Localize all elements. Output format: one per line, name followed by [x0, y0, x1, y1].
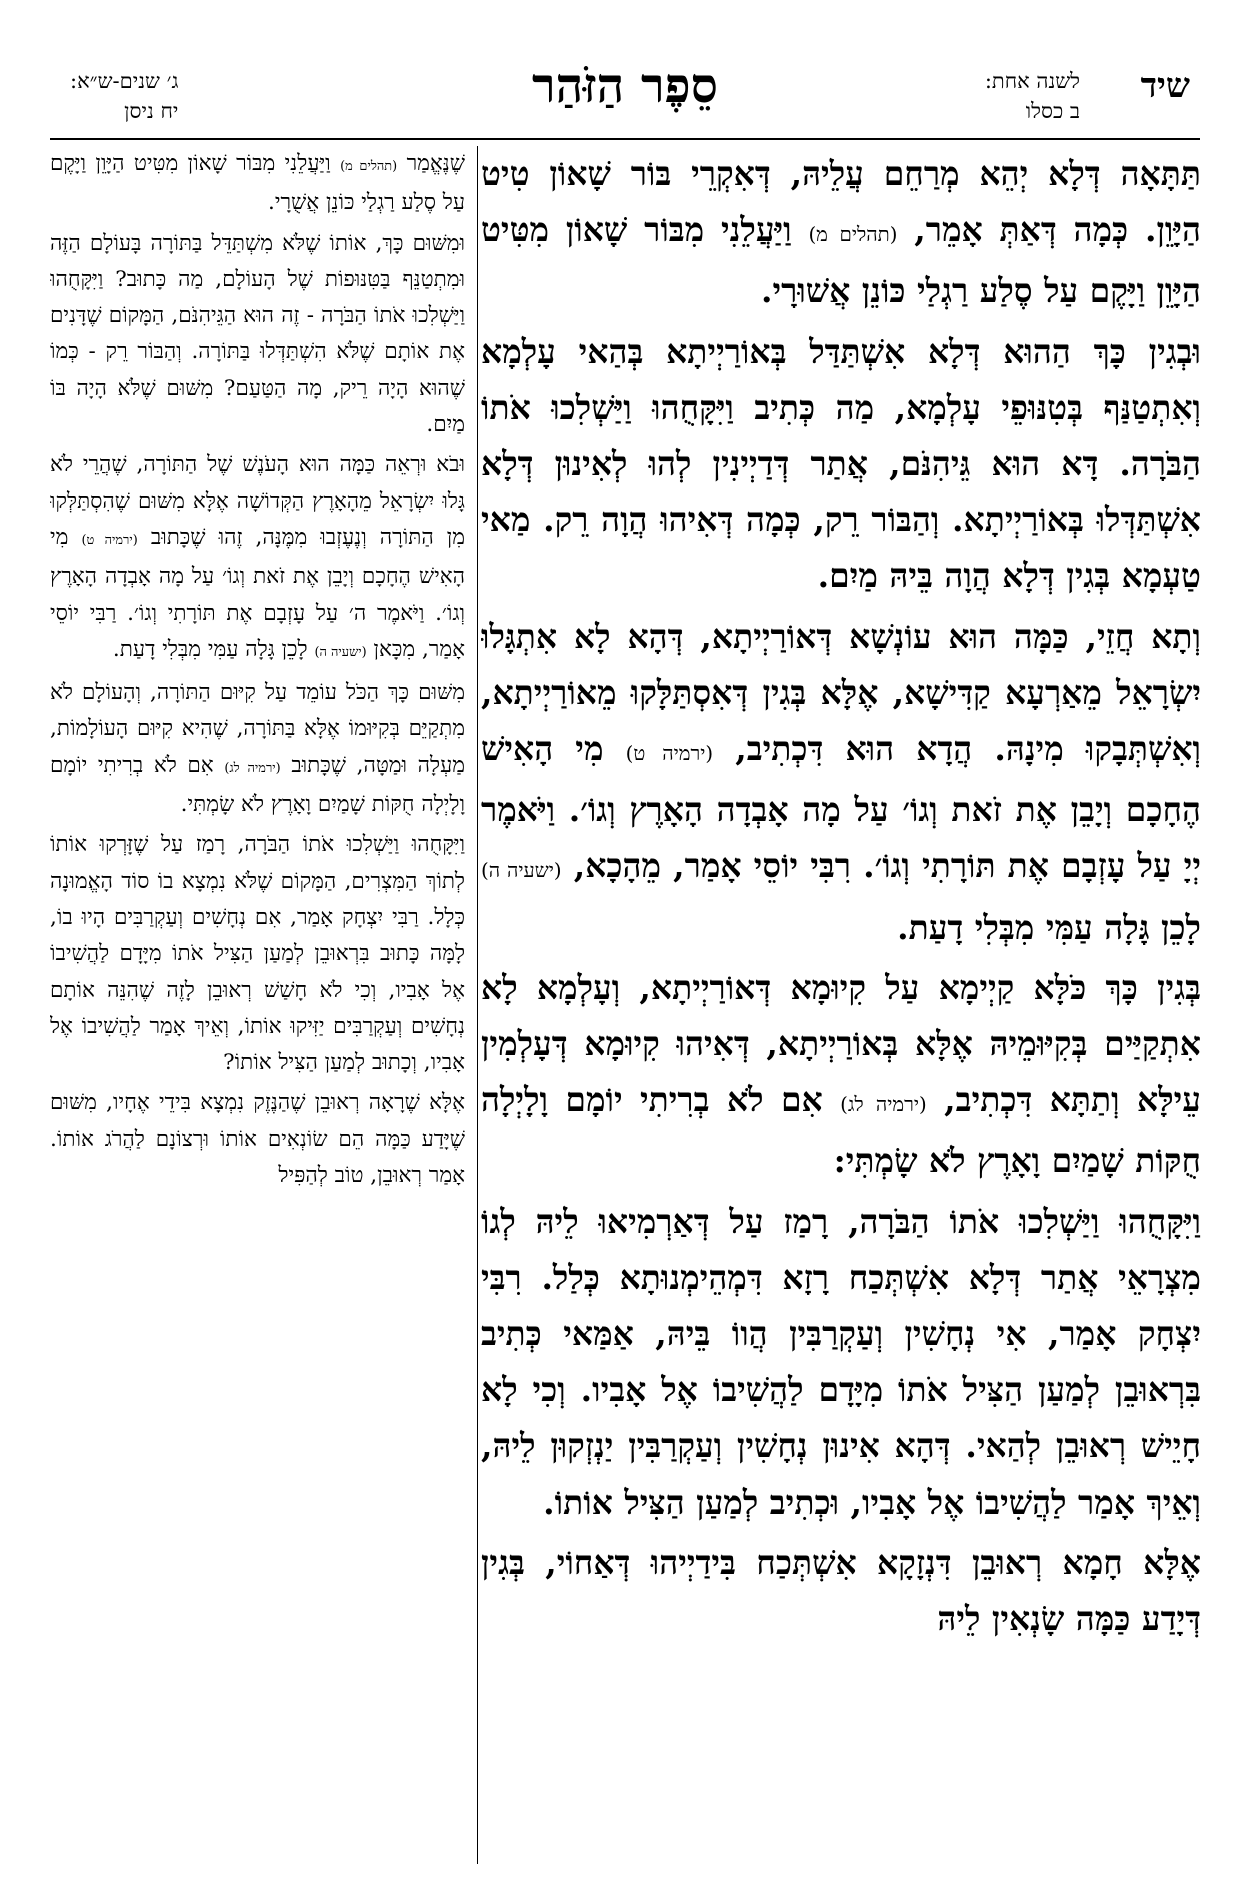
- paragraph-text: אִם לֹא בְרִיתִי יוֹמָם וָלָיְלָה חֻקּוֹת שָׁמַיִם וָאָרֶץ לֹא שָׂמְתִּי:: [481, 1080, 1201, 1181]
- paragraph-text: וַיַּעֲלֵנִי מִבּוֹר שָׁאוֹן מִטִּיט הַיָּוֵן וַיָּקֶם עַל סֶלַע רַגְלַי כּוֹנֵן אֲשֻׁרָי.: [50, 151, 465, 216]
- page-number: שיד: [1140, 66, 1190, 106]
- paragraph-text: אִם לֹא בְרִיתִי יוֹמָם וָלָיְלָה חֻקּוֹת שָׁמַיִם וָאָרֶץ לֹא שָׂמְתִּי.: [50, 752, 465, 818]
- paragraph-text: וּמִשּׁוּם כָּךְ, אוֹתוֹ שֶׁלֹּא מִשְׁתַּדֵּל בַּתּוֹרָה בָּעוֹלָם הַזֶּה וּמִתְטַנֵּף בַּטִּנּוּפוֹת שֶׁל הָעוֹלָם, מַה כָּתוּב? וַיִּקָּחֻהוּ וַיַּשְׁלִכוּ אֹתוֹ הַבֹּרָה - זֶה הוּא הַגֵּיהִנֹּם, הַמָּקוֹם שֶׁדָּנִים אֶת אוֹתָם שֶׁלֹּא הִשְׁתַּדְּלוּ בַּתּוֹרָה. וְהַבּוֹר רֵק - כְּמוֹ שֶׁהוּא הָיָה רֵיק, מָה הַטַּעַם? מִשּׁוּם שֶׁלֹּא הָיָה בּוֹ מַיִם.: [50, 230, 465, 438]
- translation-paragraph: [50, 827, 465, 1081]
- paragraph-text: וַיִּקָּחֻהוּ וַיַּשְׁלִכוּ אֹתוֹ הַבֹּרָה, רָמַז עַל שֶׁזָּרְקוּ אוֹתוֹ לְתוֹךְ הַמִּצְרִים, הַמָּקוֹם שֶׁלֹּא נִמְצָא בוֹ סוֹד הָאֱמוּנָה כְּלָל. רַבִּי יִצְחָק אָמַר, אִם נְחָשִׁים וְעַקְרַבִּים הָיוּ בוֹ, לָמָּה כָּתוּב בִּרְאוּבֵן לְמַעַן הַצִּיל אֹתוֹ מִיָּדָם לַהֲשִׁיבוֹ אֶל אָבִיו, וְכִי לֹא חָשַׁשׁ רְאוּבֵן לָזֶה שֶׁהִנֵּה אוֹתָם נְחָשִׁים וְעַקְרַבִּים יַזִּיקוּ אוֹתוֹ, וְאֵיךְ אָמַר לַהֲשִׁיבוֹ אֶל אָבִיו, וְכָתוּב לְמַעַן הַצִּיל אוֹתוֹ?: [50, 832, 465, 1076]
- study-schedule-three-years: [70, 66, 178, 126]
- schedule-label: ג׳ שנים-ש״א:: [70, 69, 179, 93]
- paragraph-text: בְּגִין כָּךְ כֹּלָּא קַיְימָא עַל קִיוּמָא דְּאוֹרַיְיתָא, וְעָלְמָא לָא אִתְקַיַּים בְּקִיּוּמֵיהּ אֶלָּא בְּאוֹרַיְיתָא, דְּאִיהוּ קִיוּמָא דְּעָלְמִין עֵילָּא וְתַתָּא דִּכְתִיב,: [481, 967, 1201, 1120]
- verse-source: (ירמיה ט): [81, 532, 138, 548]
- paragraph-text: אֶלָּא חָמָא רְאוּבֵן דִּנְזָקָא אִשְׁתְּכַח בִּידַיְיהוּ דְּאַחוֹי, בְּגִין דְּיָדַע כַּמָּה שָׂנְאִין לֵיהּ: [481, 1542, 1201, 1639]
- verse-source: (תהלים מ): [340, 159, 398, 174]
- book-title: סֵפֶר הַזֹּהַר: [532, 58, 718, 114]
- header-rule: [50, 138, 1200, 140]
- translation-paragraph: [50, 1085, 465, 1194]
- paragraph-text: וּבְגִין כָּךְ הַהוּא דְּלָא אִשְׁתַּדַּל בְּאוֹרַיְיתָא בְּהַאי עָלְמָא וְאִתְטַנַּף בְּטִנּוּפֵי עָלְמָא, מַה כְּתִיב וַיִּקָּחֻהוּ וַיַּשְׁלִכוּ אֹתוֹ הַבֹּרָה. דָּא הוּא גֵּיהִנֹּם, אֲתַר דְּדַיְינִין לְהוּ לְאִינוּן דְּלָא אִשְׁתַּדְּלוּ בְּאוֹרַיְיתָא. וְהַבּוֹר רֵק, כְּמָה דְּאִיהוּ הֲוָה רֵק. מַאי טַעְמָא בְּגִין דְּלָא הֲוָה בֵּיהּ מַיִם.: [481, 331, 1201, 596]
- paragraph-text: אֶלָּא שֶׁרָאָה רְאוּבֵן שֶׁהַנֶּזֶק נִמְצָא בִּידֵי אֶחָיו, מִשּׁוּם שֶׁיָּדַע כַּמָּה הֵם שׂוֹנְאִים אוֹתוֹ וּרְצוֹנָם לַהֲרֹג אוֹתוֹ. אָמַר רְאוּבֵן, טוֹב לְהַפִּיל: [50, 1090, 465, 1189]
- translation-paragraph: [50, 447, 465, 671]
- paragraph-text: תַּתָּאָה דְּלָא יְהֵא מְרַחֵם עֲלֵיהּ, דְּאִקְרֵי בּוֹר שָׁאוֹן טִיט הַיָּוֵן. כְּמָה דְּאַתְּ אָמֵר,: [481, 154, 1201, 250]
- page-header: [50, 58, 1200, 138]
- verse-source: (ירמיה לג): [224, 760, 281, 776]
- translation-paragraph: [50, 675, 465, 823]
- main-paragraph: [481, 146, 1201, 320]
- paragraph-text: וְתָא חֲזֵי, כַּמָּה הוּא עוֹנְשָׁא דְּאוֹרַיְיתָא, דְּהָא לָא אִתְגָּלוּ יִשְׂרָאֵל מֵאַרְעָא קַדִּישָׁא, אֶלָּא בְּגִין דְּאִסְתַּלָּקוּ מֵאוֹרַיְיתָא, וְאִשְׁתְּבָקוּ מִינָהּ. הֲדָא הוּא דִּכְתִיב,: [481, 616, 1201, 769]
- main-paragraph: [481, 324, 1201, 605]
- schedule-date: ב כסלו: [1025, 99, 1080, 123]
- paragraph-text: שֶׁנֶּאֱמַר: [406, 151, 465, 176]
- paragraph-text: מִי הָאִישׁ הֶחָכָם וְיָבֵן אֶת זֹאת וְגוֹ׳ עַל מָה אָבְדָה הָאָרֶץ וְגוֹ׳. וַיֹּאמֶר יְיָ עַל עָזְבָם אֶת תּוֹרָתִי וְגוֹ׳. רִבִּי יוֹסֵי אָמַר, מֵהָכָא,: [481, 729, 1201, 886]
- paragraph-text: וַיַּעֲלֵנִי מִבּוֹר שָׁאוֹן מִטִּיט הַיָּוֵן וַיָּקֶם עַל סֶלַע רַגְלַי כּוֹנֵן אֲשׁוּרָי.: [481, 210, 1201, 311]
- paragraph-text: וַיִּקָּחֻהוּ וַיַּשְׁלִכוּ אֹתוֹ הַבֹּרָה, רָמַז עַל דְּאַרְמִיאוּ לֵיהּ לְגוֹ מִצְרָאֵי אֲתַר דְּלָא אִשְׁתְּכַח רָזָא דִּמְהֵימְנוּתָא כְּלַל. רִבִּי יִצְחָק אָמַר, אִי נְחָשִׁין וְעַקְרַבִּין הֲווֹ בֵּיהּ, אַמַּאי כְּתִיב בִּרְאוּבֵן לְמַעַן הַצִּיל אֹתוֹ מִיָּדָם לַהֲשִׁיבוֹ אֶל אָבִיו. וְכִי לָא חָיֵישׁ רְאוּבֵן לְהַאי. דְּהָא אִינוּן נְחָשִׁין וְעַקְרַבִּין יַנְזְקוּן לֵיהּ, וְאֵיךְ אָמַר לַהֲשִׁיבוֹ אֶל אָבִיו, וּכְתִיב לְמַעַן הַצִּיל אוֹתוֹ.: [481, 1201, 1201, 1522]
- paragraph-text: לָכֵן גָּלָה עַמִּי מִבְּלִי דָעַת.: [897, 907, 1201, 947]
- column-divider: [477, 146, 478, 1864]
- main-text-column: [481, 146, 1201, 1864]
- paragraph-text: וּבֹא וּרְאֵה כַּמָּה הוּא הָעֹנֶשׁ שֶׁל הַתּוֹרָה, שֶׁהֲרֵי לֹא גָּלוּ יִשְׂרָאֵל מֵהָאָרֶץ הַקְּדוֹשָׁה אֶלָּא מִשּׁוּם שֶׁהִסְתַּלְּקוּ מִן הַתּוֹרָה וְנֶעֶזְבוּ מִמֶּנָּה, זֶהוּ שֶׁכָּתוּב: [50, 452, 465, 550]
- main-paragraph: [481, 1194, 1201, 1531]
- paragraph-text: לָכֵן גָּלָה עַמִּי מִבְּלִי דָעַת.: [112, 636, 308, 662]
- main-paragraph: [481, 960, 1201, 1190]
- verse-source: (ירמיה ט): [625, 742, 714, 766]
- verse-source: (ישעיה ה): [481, 859, 562, 883]
- translation-column: [50, 146, 465, 1864]
- translation-paragraph: [50, 226, 465, 444]
- main-paragraph: [481, 609, 1201, 956]
- paragraph-text: מִשּׁוּם כָּךְ הַכֹּל עוֹמֵד עַל קִיּוּם הַתּוֹרָה, וְהָעוֹלָם לֹא מִתְקַיֵּם בְּקִיּוּמוֹ אֶלָּא בַּתּוֹרָה, שֶׁהִיא קִיּוּם הָעוֹלָמוֹת, מַעְלָה וּמַטָּה, שֶׁכָּתוּב: [50, 680, 465, 778]
- schedule-label: לשנה אחת:: [984, 69, 1080, 93]
- schedule-date: יח ניסן: [124, 99, 179, 123]
- verse-source: (תהלים מ): [808, 223, 898, 247]
- main-paragraph: [481, 1535, 1201, 1647]
- verse-source: (ירמיה לג): [840, 1093, 927, 1117]
- verse-source: (ישעיה ה): [314, 644, 367, 660]
- paragraph-text: מִי הָאִישׁ הֶחָכָם וְיָבֵן אֶת זֹאת וְגוֹ׳ עַל מָה אָבְדָה הָאָרֶץ וְגוֹ׳. וַיֹּאמֶר ה׳ עַל עָזְבָם אֶת תּוֹרָתִי וְגוֹ׳. רַבִּי יוֹסֵי אָמַר, מִכָּאן: [50, 524, 465, 662]
- translation-paragraph: [50, 146, 465, 222]
